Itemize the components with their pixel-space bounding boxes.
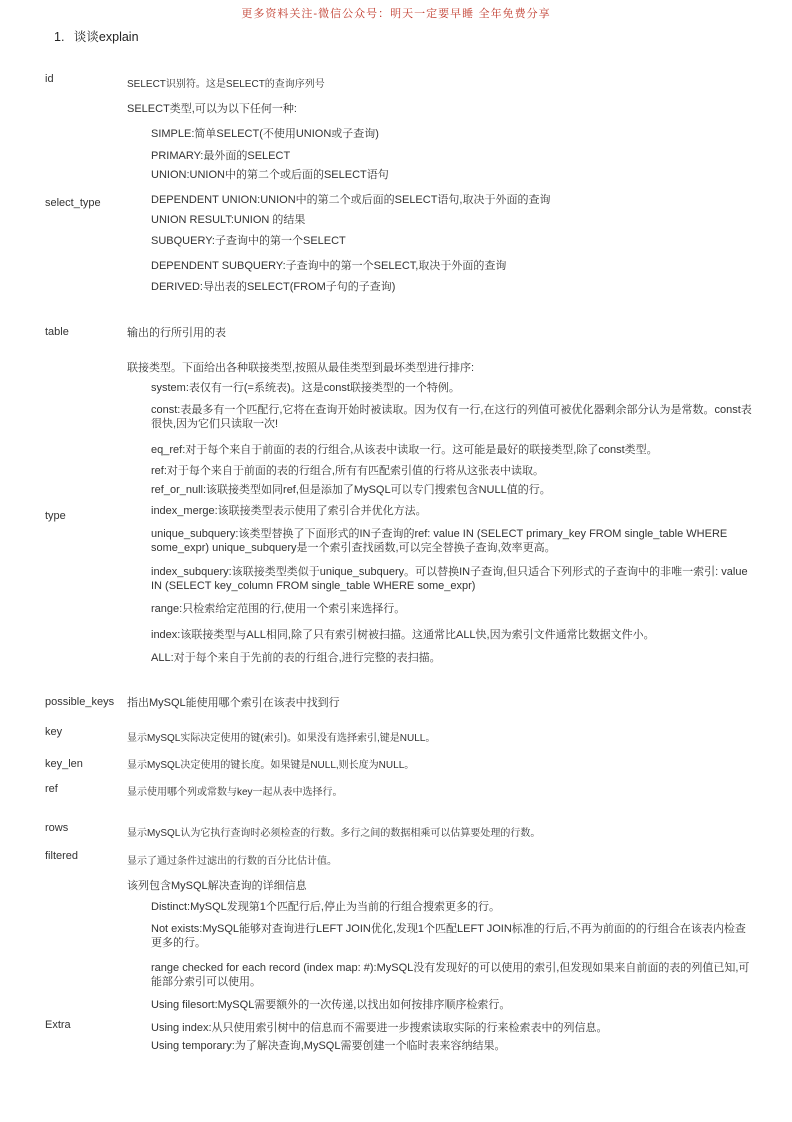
- field-label-possible-keys: possible_keys: [45, 696, 115, 708]
- list-item: ALL:对于每个来自于先前的表的行组合,进行完整的表扫描。: [151, 652, 441, 664]
- list-item: SUBQUERY:子查询中的第一个SELECT: [151, 235, 346, 247]
- field-label-key: key: [45, 726, 63, 738]
- list-item: Distinct:MySQL发现第1个匹配行后,停止为当前的行组合搜索更多的行。: [151, 901, 500, 913]
- list-item: ref:对于每个来自于前面的表的行组合,所有有匹配索引值的行将从这张表中读取。: [151, 465, 544, 477]
- list-item: PRIMARY:最外面的SELECT: [151, 150, 291, 162]
- field-label-rows: rows: [45, 822, 69, 834]
- list-item: unique_subquery:该类型替换了下面形式的IN子查询的ref: value IN (SELECT primary_key FROM single_table WHERE some_expr) unique_subquery是一个索引查找函数,可以完全替换子查询,效率更高。: [151, 528, 728, 554]
- field-desc-ref: 显示使用哪个列或常数与key一起从表中选择行。: [127, 787, 343, 798]
- list-item: index_merge:该联接类型表示使用了索引合并优化方法。: [151, 505, 427, 517]
- field-label-filtered: filtered: [45, 850, 79, 862]
- list-item: Using temporary:为了解决查询,MySQL需要创建一个临时表来容纳结果。: [151, 1040, 506, 1052]
- list-item: DERIVED:导出表的SELECT(FROM子句的子查询): [151, 281, 396, 293]
- field-desc-key-len: 显示MySQL决定使用的键长度。如果键是NULL,则长度为NULL。: [127, 760, 415, 771]
- list-item: range checked for each record (index map: #):MySQL没有发现好的可以使用的索引,但发现如果来自前面的表的列值已知,可能部分索引可以使用。: [151, 962, 750, 988]
- field-label-ref: ref: [45, 783, 58, 795]
- field-intro-type: 联接类型。下面给出各种联接类型,按照从最佳类型到最坏类型进行排序:: [127, 362, 475, 374]
- field-desc-filtered: 显示了通过条件过滤出的行数的百分比估计值。: [127, 856, 337, 867]
- list-item: Not exists:MySQL能够对查询进行LEFT JOIN优化,发现1个匹配LEFT JOIN标准的行后,不再为前面的的行组合在该表内检查更多的行。: [151, 923, 746, 949]
- list-item: DEPENDENT UNION:UNION中的第二个或后面的SELECT语句,取决于外面的查询: [151, 194, 551, 206]
- header-banner: 更多资料关注-微信公众号：明天一定要早睡 全年免费分享: [241, 7, 551, 20]
- list-item: UNION RESULT:UNION 的结果: [151, 214, 306, 226]
- heading-number: 1.: [54, 30, 65, 44]
- list-item: ref_or_null:该联接类型如同ref,但是添加了MySQL可以专门搜索包含NULL值的行。: [151, 484, 551, 496]
- field-label-select-type: select_type: [45, 197, 101, 209]
- field-label-key-len: key_len: [45, 758, 83, 770]
- field-desc-table: 输出的行所引用的表: [127, 327, 226, 339]
- list-item: range:只检索给定范围的行,使用一个索引来选择行。: [151, 603, 406, 615]
- list-item: const:表最多有一个匹配行,它将在查询开始时被读取。因为仅有一行,在这行的列值可被优化器剩余部分认为是常数。const表很快,因为它们只读取一次!: [151, 404, 752, 430]
- field-intro-extra: 该列包含MySQL解决查询的详细信息: [127, 880, 307, 892]
- list-item: index_subquery:该联接类型类似于unique_subquery。可以替换IN子查询,但只适合下列形式的子查询中的非唯一索引: value IN (SELECT key_column FROM single_table WHERE some_expr): [151, 566, 748, 592]
- list-item: DEPENDENT SUBQUERY:子查询中的第一个SELECT,取决于外面的查询: [151, 260, 507, 272]
- field-desc-possible-keys: 指出MySQL能使用哪个索引在该表中找到行: [127, 697, 340, 709]
- list-item: SIMPLE:简单SELECT(不使用UNION或子查询): [151, 128, 379, 140]
- section-heading: [54, 27, 139, 45]
- field-label-extra: Extra: [45, 1019, 71, 1031]
- field-label-type: type: [45, 510, 66, 522]
- field-desc-id: SELECT识别符。这是SELECT的查询序列号: [127, 79, 325, 90]
- list-item: eq_ref:对于每个来自于前面的表的行组合,从该表中读取一行。这可能是最好的联接类型,除了const类型。: [151, 444, 658, 456]
- list-item: UNION:UNION中的第二个或后面的SELECT语句: [151, 169, 389, 181]
- field-label-id: id: [45, 73, 54, 85]
- list-item: Using index:从只使用索引树中的信息而不需要进一步搜索读取实际的行来检索表中的列信息。: [151, 1022, 608, 1034]
- list-item: Using filesort:MySQL需要额外的一次传递,以找出如何按排序顺序检索行。: [151, 999, 511, 1011]
- heading-title: 谈谈explain: [73, 30, 139, 44]
- list-item: system:表仅有一行(=系统表)。这是const联接类型的一个特例。: [151, 382, 460, 394]
- field-label-table: table: [45, 326, 69, 338]
- field-desc-rows: 显示MySQL认为它执行查询时必须检查的行数。多行之间的数据相乘可以估算要处理的行数。: [127, 828, 541, 839]
- field-intro-select-type: SELECT类型,可以为以下任何一种:: [127, 103, 297, 115]
- field-desc-key: 显示MySQL实际决定使用的键(索引)。如果没有选择索引,键是NULL。: [127, 733, 436, 744]
- list-item: index:该联接类型与ALL相同,除了只有索引树被扫描。这通常比ALL快,因为索引文件通常比数据文件小。: [151, 629, 655, 641]
